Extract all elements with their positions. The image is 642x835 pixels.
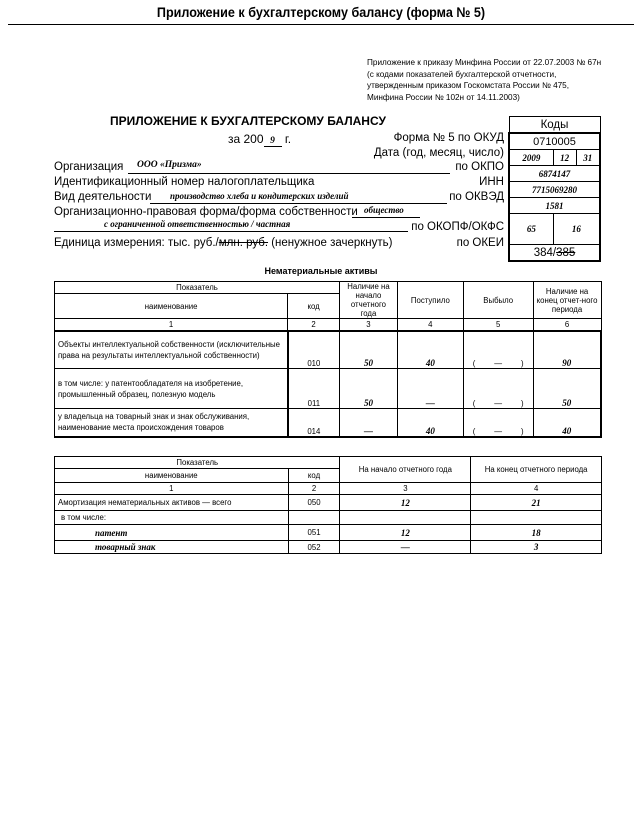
t2-row-name: в том числе: xyxy=(55,511,289,525)
t1-row-name: у владельца на товарный знак и знак обслуживания, наименование места происхождения товаров xyxy=(55,409,288,437)
t2-row-code: 050 xyxy=(288,495,340,511)
t1-row-end: 90 xyxy=(533,331,601,369)
okei-struck: 385 xyxy=(556,246,576,259)
activity-label: Вид деятельности xyxy=(54,191,152,203)
okopf-value: 65 xyxy=(509,214,553,245)
t1-row-code: 010 xyxy=(288,331,340,369)
intangible-assets-table xyxy=(54,281,602,438)
form-title: ПРИЛОЖЕНИЕ К БУХГАЛТЕРСКОМУ БАЛАНСУ xyxy=(110,114,386,128)
t2-row-start: 12 xyxy=(340,495,471,511)
codes-table xyxy=(508,116,601,262)
okud-label: Форма № 5 по ОКУД xyxy=(393,132,504,144)
order-note-line: Минфина России № 102н от 14.11.2003) xyxy=(367,92,520,102)
legal-form-label: Организационно-правовая форма/форма собственности xyxy=(54,206,358,218)
title-divider xyxy=(8,24,634,25)
t1-row-received: — xyxy=(397,369,463,409)
t2-row-name: товарный знак xyxy=(55,541,289,554)
unit-label-strike: млн. руб. xyxy=(218,237,269,249)
reporting-period xyxy=(228,132,291,147)
section-title: Нематериальные активы xyxy=(264,266,378,276)
t1-row-end: 40 xyxy=(533,409,601,437)
t2-row-start xyxy=(340,511,471,525)
t1-header-received: Поступило xyxy=(397,282,463,319)
legal-form-value-2: с ограниченной ответственностью / частная xyxy=(104,219,291,229)
t1-row-disposed xyxy=(463,331,533,369)
t1-colnum: 1 xyxy=(55,319,288,331)
t1-row-end: 50 xyxy=(533,369,601,409)
t1-row-start: — xyxy=(340,409,398,437)
activity-value: производство хлеба и кондитерских изделий xyxy=(170,191,349,201)
amortization-table xyxy=(54,456,602,554)
paren-open: ( xyxy=(472,359,476,368)
t1-colnum: 5 xyxy=(463,319,533,331)
paren-close: ) xyxy=(520,399,524,408)
t2-row-start: — xyxy=(340,541,471,554)
t1-row-received: 40 xyxy=(397,409,463,437)
legal-form-value-1: общество xyxy=(364,205,404,215)
okei-value xyxy=(509,245,600,262)
t2-row-code xyxy=(288,511,340,525)
org-label: Организация xyxy=(54,161,124,173)
t1-row-disposed xyxy=(463,409,533,437)
okopf-label: по ОКОПФ/ОКФС xyxy=(411,221,504,233)
t2-header-name: наименование xyxy=(55,469,289,483)
t1-header-code: код xyxy=(288,294,340,319)
t1-row-start: 50 xyxy=(340,331,398,369)
t1-colnum: 6 xyxy=(533,319,601,331)
t2-row-end xyxy=(471,511,602,525)
org-value: ООО «Призма» xyxy=(137,160,202,170)
t1-colnum: 3 xyxy=(340,319,398,331)
okud-value: 0710005 xyxy=(509,133,600,150)
okved-label: по ОКВЭД xyxy=(449,191,504,203)
table-row xyxy=(55,525,602,541)
t2-header-start: На начало отчетного года xyxy=(340,457,471,483)
unit-label-pre: Единица измерения: тыс. руб./ xyxy=(54,237,219,249)
paren-open: ( xyxy=(472,426,476,436)
unit-label-post: (ненужное зачеркнуть) xyxy=(268,237,393,249)
t2-header-code: код xyxy=(288,469,340,483)
table-row xyxy=(55,511,602,525)
t2-row-name: патент xyxy=(55,525,289,541)
t2-row-code: 051 xyxy=(288,525,340,541)
paren-open: ( xyxy=(472,399,476,408)
inn-label-left: Идентификационный номер налогоплательщика xyxy=(54,176,315,188)
t1-disposed-value: — xyxy=(494,426,503,436)
t1-row-name: в том числе: у патентообладателя на изобретение, промышленный образец, полезную модель xyxy=(55,369,288,409)
t1-colnum: 4 xyxy=(397,319,463,331)
okfs-value: 16 xyxy=(553,214,600,245)
date-label: Дата (год, месяц, число) xyxy=(373,147,504,159)
order-note-line: утвержденным приказом Госкомстата России № 475, xyxy=(367,81,570,91)
table-row xyxy=(55,369,602,409)
t1-row-start: 50 xyxy=(340,369,398,409)
t2-header-indicator: Показатель xyxy=(55,457,340,469)
table-row xyxy=(55,331,602,369)
paren-close: ) xyxy=(520,359,524,368)
date-month: 12 xyxy=(553,150,576,166)
t1-row-code: 014 xyxy=(288,409,340,437)
t2-row-end: 3 xyxy=(471,541,602,554)
t1-header-disposed: Выбыло xyxy=(463,282,533,319)
table-row xyxy=(55,495,602,511)
t1-colnum: 2 xyxy=(288,319,340,331)
inn-label: ИНН xyxy=(479,176,504,188)
period-year: 9 xyxy=(264,136,282,147)
table-row xyxy=(55,409,602,437)
okpo-value: 6874147 xyxy=(509,166,600,182)
order-note-line: (с кодами показателей бухгалтерской отчетности, xyxy=(367,69,557,79)
paren-close: ) xyxy=(520,426,524,436)
date-day: 31 xyxy=(576,150,600,166)
order-note xyxy=(367,57,637,103)
t2-colnum: 2 xyxy=(288,483,340,495)
table-row xyxy=(55,541,602,554)
okved-value: 1581 xyxy=(509,198,600,214)
t2-colnum: 1 xyxy=(55,483,289,495)
t1-row-disposed xyxy=(463,369,533,409)
t1-row-received: 40 xyxy=(397,331,463,369)
t1-header-end: Наличие на конец отчет-ного периода xyxy=(533,282,601,319)
t2-row-end: 18 xyxy=(471,525,602,541)
document-title: Приложение к бухгалтерскому балансу (форма № 5) xyxy=(156,4,486,20)
t1-row-code: 011 xyxy=(288,369,340,409)
okei-valid: 384/ xyxy=(533,246,557,259)
t2-colnum: 3 xyxy=(340,483,471,495)
date-year: 2009 xyxy=(509,150,553,166)
period-suffix: г. xyxy=(281,132,292,146)
t2-header-end: На конец отчетного периода xyxy=(471,457,602,483)
okei-label: по ОКЕИ xyxy=(456,237,504,249)
t1-disposed-value: — xyxy=(494,359,503,368)
t2-row-start: 12 xyxy=(340,525,471,541)
period-prefix: за 200 xyxy=(228,132,264,146)
t1-header-start: Наличие на начало отчетного года xyxy=(340,282,398,319)
okpo-label: по ОКПО xyxy=(455,161,504,173)
t1-header-indicator: Показатель xyxy=(55,282,340,294)
t2-row-name: Амортизация нематериальных активов — всего xyxy=(55,495,289,511)
t2-row-code: 052 xyxy=(288,541,340,554)
t2-row-end: 21 xyxy=(471,495,602,511)
unit-label xyxy=(54,237,392,249)
t1-header-name: наименование xyxy=(55,294,288,319)
t1-row-name: Объекты интеллектуальной собственности (исключительные права на результаты интеллектуальной собственности) xyxy=(55,331,288,369)
order-note-line: Приложение к приказу Минфина России от 22.07.2003 № 67н xyxy=(367,58,602,67)
codes-header: Коды xyxy=(509,117,600,134)
inn-value: 7715069280 xyxy=(509,182,600,198)
t2-colnum: 4 xyxy=(471,483,602,495)
t1-disposed-value: — xyxy=(494,399,503,408)
